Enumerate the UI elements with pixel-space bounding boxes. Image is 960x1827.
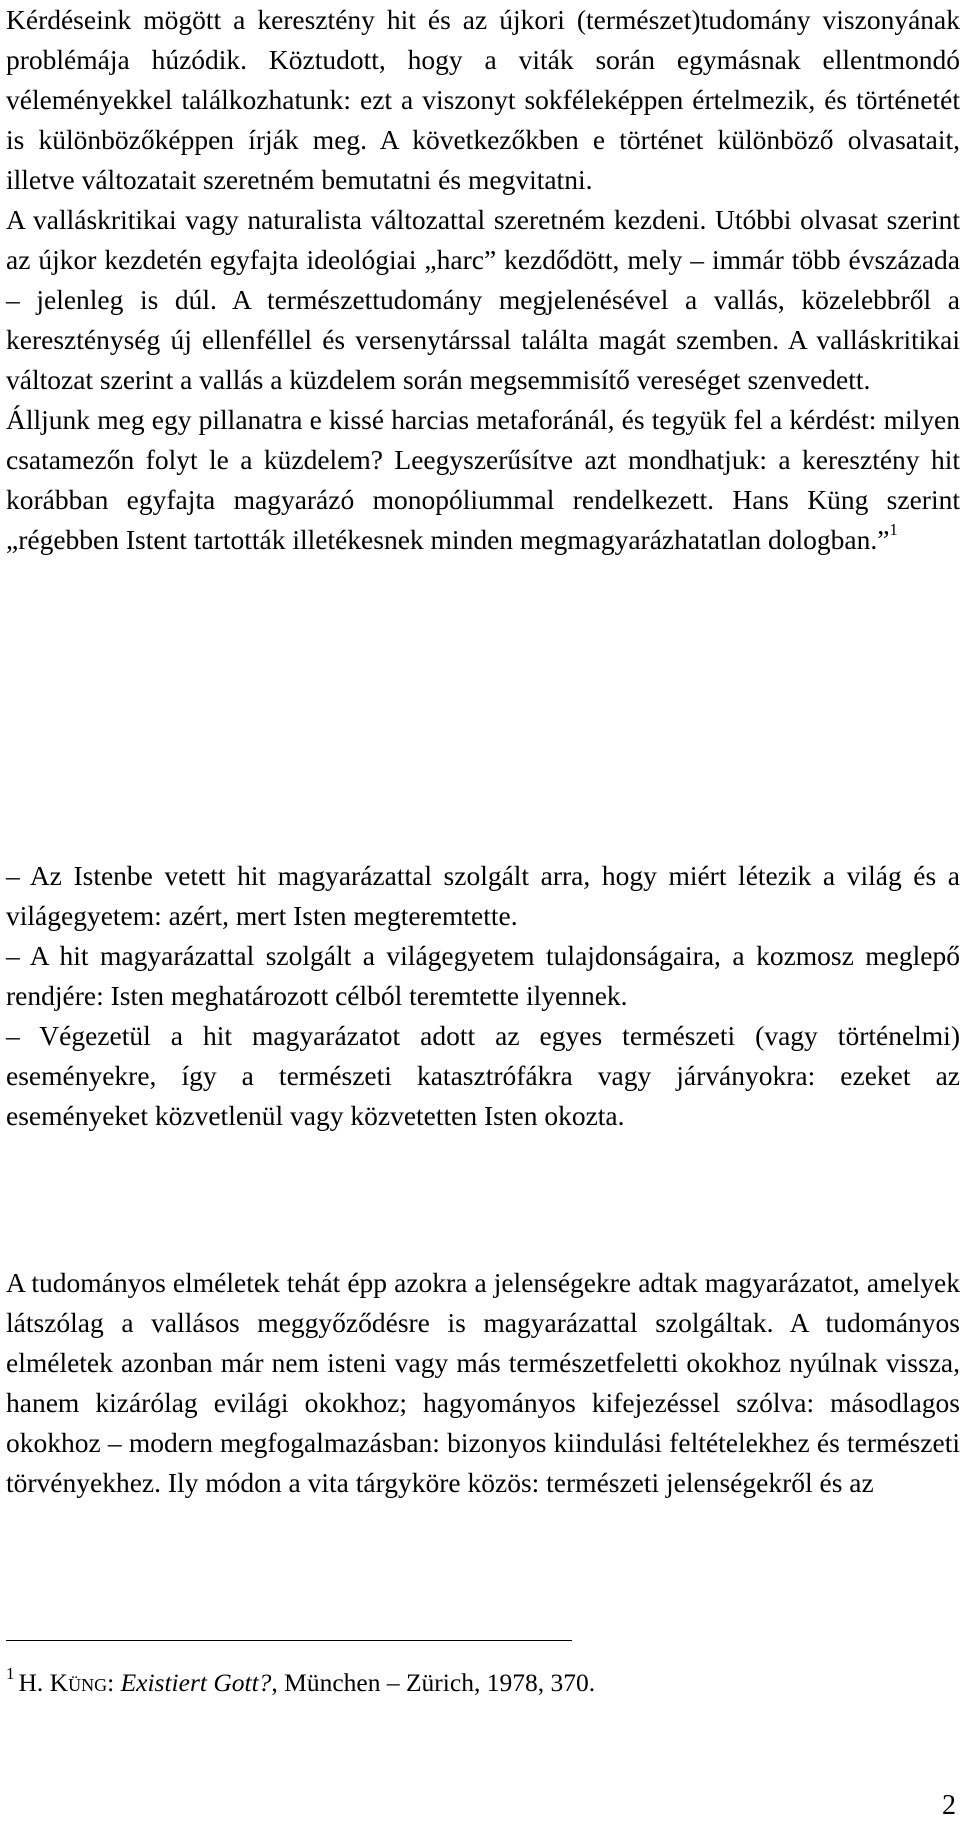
list-item-events: – Végezetül a hit magyarázatot adott az egyes természeti (vagy történelmi) eseményekre, így a természeti katasztrófákra vagy járványokra: ezeket az eseményeket közvetlenül vagy közvetetten Isten okozta.	[6, 1020, 960, 1131]
footnote-author-surname: Küng	[49, 1668, 108, 1697]
list-item-properties: – A hit magyarázattal szolgált a világegyetem tulajdonságaira, a kozmosz meglepő rendjére: Isten meghatározott célból teremtette ilyennek.	[6, 940, 960, 1011]
footnote-separator	[6, 1640, 572, 1641]
paragraph-naturalist-version: A valláskritikai vagy naturalista változattal szeretném kezdeni. Utóbbi olvasat szerint az újkor kezdetén egyfajta ideológiai „harc” kezdődött, mely – immár több évszázada – jelenleg is dúl. A természettudomány megjelenésével a vallás, közelebbről a kereszténység új ellenféllel és versenytárssal találta magát szemben. A valláskritikai változat szerint a vallás a küzdelem során megsemmisítő vereséget szenvedett.	[6, 204, 960, 395]
footnote: $^1$ H. Küng: Existiert Gott?, München – Zürich, 1978, 370.	[6, 1664, 596, 1697]
page-number: 2	[942, 1790, 956, 1821]
explanation-list	[6, 856, 960, 1136]
intro-section	[6, 0, 960, 560]
paragraph-intro: Kérdéseink mögött a keresztény hit és az újkori (természet)tudomány viszonyának problémája húzódik. Köztudott, hogy a viták során egymásnak ellentmondó véleményekkel találkozhatunk: ezt a viszonyt sokféleképpen értelmezik, és történetét is különbözőképpen írják meg. A következőkben e történet különböző olvasatait, illetve változatait szeretném bemutatni és megvitatni.	[6, 4, 960, 195]
paragraph-battlefield	[6, 400, 960, 560]
paragraph-scientific-theories: A tudományos elméletek tehát épp azokra a jelenségekre adtak magyarázatot, amelyek látszólag a vallásos meggyőződésre is magyarázattal szolgáltak. A tudományos elméletek azonban már nem isteni vagy más természetfeletti okokhoz nyúlnak vissza, hanem kizárólag evilági okokhoz; hagyományos kifejezéssel szólva: másodlagos okokhoz – modern megfogalmazásban: bizonyos kiindulási feltételekhez és természeti törvényekhez. Ily módon a vita tárgyköre közös: természeti jelenségekről és az	[6, 1267, 960, 1498]
footnote-reference[interactable]: 1	[889, 519, 898, 539]
science-section	[6, 1263, 960, 1503]
paragraph-battlefield-text: Álljunk meg egy pillanatra e kissé harcias metaforánál, és tegyük fel a kérdést: milyen csatamezőn folyt le a küzdelem? Leegyszerűsítve azt mondhatjuk: a keresztény hit korábban egyfajta magyarázó monopóliummal rendelkezett. Hans Küng szerint „régebben Istent tartották illetékesnek minden megmagyarázhatatlan dologban.”	[6, 404, 960, 555]
footnote-publication: , München – Zürich, 1978, 370.	[271, 1668, 596, 1697]
footnote-number: 1	[6, 1664, 15, 1684]
list-item-existence: – Az Istenbe vetett hit magyarázattal szolgált arra, hogy miért létezik a világ és a világegyetem: azért, mert Isten megteremtette.	[6, 860, 960, 931]
footnote-title: Existiert Gott?	[120, 1668, 272, 1697]
footnote-author-initial: H.	[18, 1668, 44, 1697]
